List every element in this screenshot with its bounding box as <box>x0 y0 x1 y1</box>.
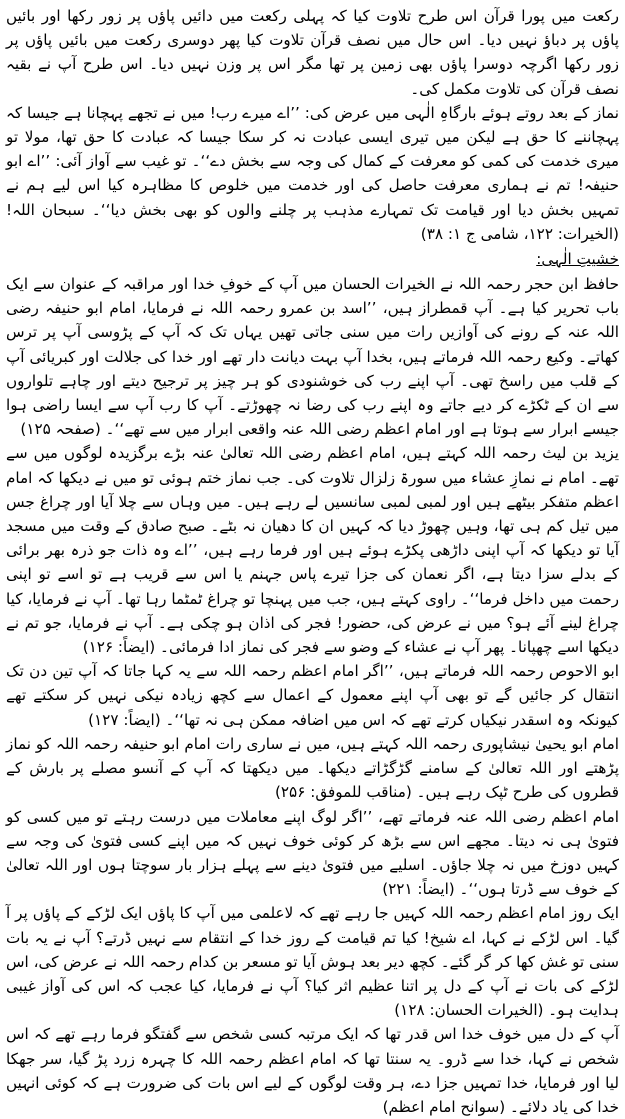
paragraph-abul-ahwas: ابو الاحوص رحمہ اللہ فرماتے ہیں، ’’اگر امام اعظم رحمہ اللہ سے یہ کہا جاتا کہ آپ تین دن تک انتقال کر جائیں گے تو بھی آپ اپنے معمول کے اعمال سے کچھ زیادہ نیکی نہیں کر سکتے تھے کیونکہ وہ اسقدر نیکیاں کرتے تھے کہ اس میں اضافہ ممکن ہی نہ تھا‘‘۔ (ایضاً: ۱۲۷) <box>6 662 619 729</box>
paragraph-abu-yahya: امام ابو یحییٰ نیشاپوری رحمہ اللہ کہتے ہیں، میں نے ساری رات امام ابو حنیفہ رحمہ اللہ کو نماز پڑھتے اور اللہ تعالیٰ کے سامنے گڑگڑاتے دیکھا۔ میں دیکھتا کہ آپ کے آنسو مصلے پر بارش کے قطروں کی طرح ٹپک رہے ہیں۔ (مناقب للموفق: ۲۵۶) <box>6 734 619 802</box>
paragraph-ibn-hajar: حافظ ابن حجر رحمہ اللہ نے الخیرات الحسان میں آپ کے خوفِ خدا اور مراقبہ کے عنوان سے ایک باب تحریر کیا ہے۔ آپ قمطراز ہیں، ’’اسد بن عمرو رحمہ اللہ نے فرمایا، امام ابو حنیفہ رضی اللہ عنہ کے رونے کی آوازیں رات میں سنی جاتی تھیں یہاں تک کہ آپ کے پڑوسی آپ پر ترس کھاتے۔ وکیع رحمہ اللہ فرماتے ہیں، بخدا آپ بہت دیانت دار تھے اور خدا کی جلالت اور کبریائی آپ کے قلب میں راسخ تھی۔ آپ اپنے رب کی خوشنودی کو ہر چیز پر ترجیح دیتے اور چاہے تلواروں سے ان کے ٹکڑے کر دیے جاتے وہ اپنے رب کی رضا نہ چھوڑتے۔ آپ کا رب آپ سے ایسا راضی ہوا جیسے ابرار سے ہوتا ہے اور امام اعظم رضی اللہ عنہ واقعی ابرار میں سے تھے‘‘۔ (صفحہ ۱۲۵) <box>6 275 619 439</box>
paragraph-prayer: نماز کے بعد روتے ہوئے بارگاہِ الٰہی میں عرض کی: ’’اے میرے رب! میں نے تجھے پہچانا ہے جیسا کہ پہچاننے کا حق ہے لیکن میں تیری ایسی عبادت نہ کر سکا جیسا کہ عبادت کا حق تھا، مولا تو میری خدمت کی کمی کو معرفت کے کمال کی وجہ سے بخش دے‘‘۔ تو غیب سے آواز آئی: ’’اے ابو حنیفہ! تم نے ہماری معرفت حاصل کی اور خدمت میں خلوص کا مظاہرہ کیا اس لیے ہم نے تمہیں بخش دیا اور قیامت تک تمہارے مذہب پر چلنے والوں کو بھی بخش دیا‘‘۔ سبحان اللہ! (الخیرات: ۱۲۲، شامی ج ۱: ۳۸) <box>6 103 619 243</box>
paragraph-continuation: رکعت میں پورا قرآن اس طرح تلاوت کیا کہ پہلی رکعت میں دائیں پاؤں پر زور رکھا اور بائیں پاؤں پر دباؤ نہیں دیا۔ اس حال میں نصف قرآن تلاوت کیا پھر دوسری رکعت میں بائیں پاؤں پر زور رکھا اگرچہ دوسرا پاؤں بھی زمین پر تھا مگر اس پر وزن نہیں دیا۔ اس طرح آپ نے بقیہ نصف قرآن کی تلاوت مکمل کی۔ <box>6 7 619 98</box>
paragraph-yazid: یزید بن لیث رحمہ اللہ کہتے ہیں، امام اعظم رضی اللہ تعالیٰ عنہ بڑے برگزیدہ لوگوں میں سے تھے۔ امام نے نمازِ عشاء میں سورۃ زلزال تلاوت کی۔ جب نماز ختم ہوئی تو میں نے دیکھا کہ امام اعظم متفکر بیٹھے ہیں اور لمبی لمبی سانسیں لے رہے ہیں۔ میں وہاں سے چلا آیا اور چراغ جس میں تیل کم ہی تھا، وہیں چھوڑ دیا کہ کہیں ان کا دھیان نہ بٹے۔ صبح صادق کے وقت میں مسجد آیا تو دیکھا کہ آپ اپنی داڑھی پکڑے ہوئے ہیں اور فرما رہے ہیں، ’’اے وہ ذات جو ذرہ بھر برائی کے بدلے سزا دیتا ہے، اگر نعمان کی جزا تیرے پاس جہنم یا اس سے قریب ہے تو اسے تو اپنی رحمت میں داخل فرما‘‘۔ راوی کہتے ہیں، جب میں پہنچا تو چراغ ٹمٹما رہا تھا۔ آپ نے فرمایا، کیا چراغ لینے آئے ہو؟ میں نے عرض کی، حضور! فجر کی اذان ہو چکی ہے۔ آپ نے فرمایا، جو تم نے دیکھا اسے چھپانا۔ پھر آپ نے عشاء کے وضو سے فجر کی نماز ادا فرمائی۔ (ایضاً: ۱۲۶) <box>6 444 619 657</box>
paragraph-fear: آپ کے دل میں خوف خدا اس قدر تھا کہ ایک مرتبہ کسی شخص سے گفتگو فرما رہے تھے کہ اس شخص نے کہا، خدا سے ڈرو۔ یہ سنتا تھا کہ امام اعظم رحمہ اللہ کا چہرہ زرد پڑ گیا، سر جھکا لیا اور فرمایا، خدا تمہیں جزا دے، ہر وقت لوگوں کے لیے اس بات کی ضرورت ہے کہ کوئی انہیں خدا کی یاد دلائے۔ (سوانح امام اعظم) <box>6 1025 619 1116</box>
paragraph-fatwa: امام اعظم رضی اللہ عنہ فرماتے تھے، ’’اگر لوگ اپنے معاملات میں درست رہتے تو میں کسی کو فتویٰ ہی نہ دیتا۔ مجھے اس سے بڑھ کر کوئی خوف نہیں کہ میں اپنے کسی فتویٰ کی وجہ سے کہیں دوزخ میں نہ چلا جاؤں۔ اسلیے میں فتویٰ دینے سے پہلے ہزار بار سوچتا ہوں اور اللہ تعالیٰ کے خوف سے ڈرتا ہوں‘‘۔ (ایضاً: ۲۲۱) <box>6 807 619 899</box>
section-heading: خشیتِ الٰہی: <box>536 250 619 269</box>
paragraph-boy: ایک روز امام اعظم رحمہ اللہ کہیں جا رہے تھے کہ لاعلمی میں آپ کا پاؤں ایک لڑکے کے پاؤں پر آ گیا۔ اس لڑکے نے کہا، اے شیخ! کیا تم قیامت کے روز خدا کے انتقام سے نہیں ڈرتے؟ آپ نے یہ بات سنی تو غش کھا کر گر گئے۔ کچھ دیر بعد ہوش آیا تو مسعر بن کدام رحمہ اللہ نے عرض کی، اس لڑکے کی بات نے آپ کے دل پر اتنا عظیم اثر کیا؟ آپ نے فرمایا، کیا عجب کہ اس کی آواز غیبی ہدایت ہو۔ (الخیرات الحسان: ۱۲۸) <box>6 904 619 1020</box>
